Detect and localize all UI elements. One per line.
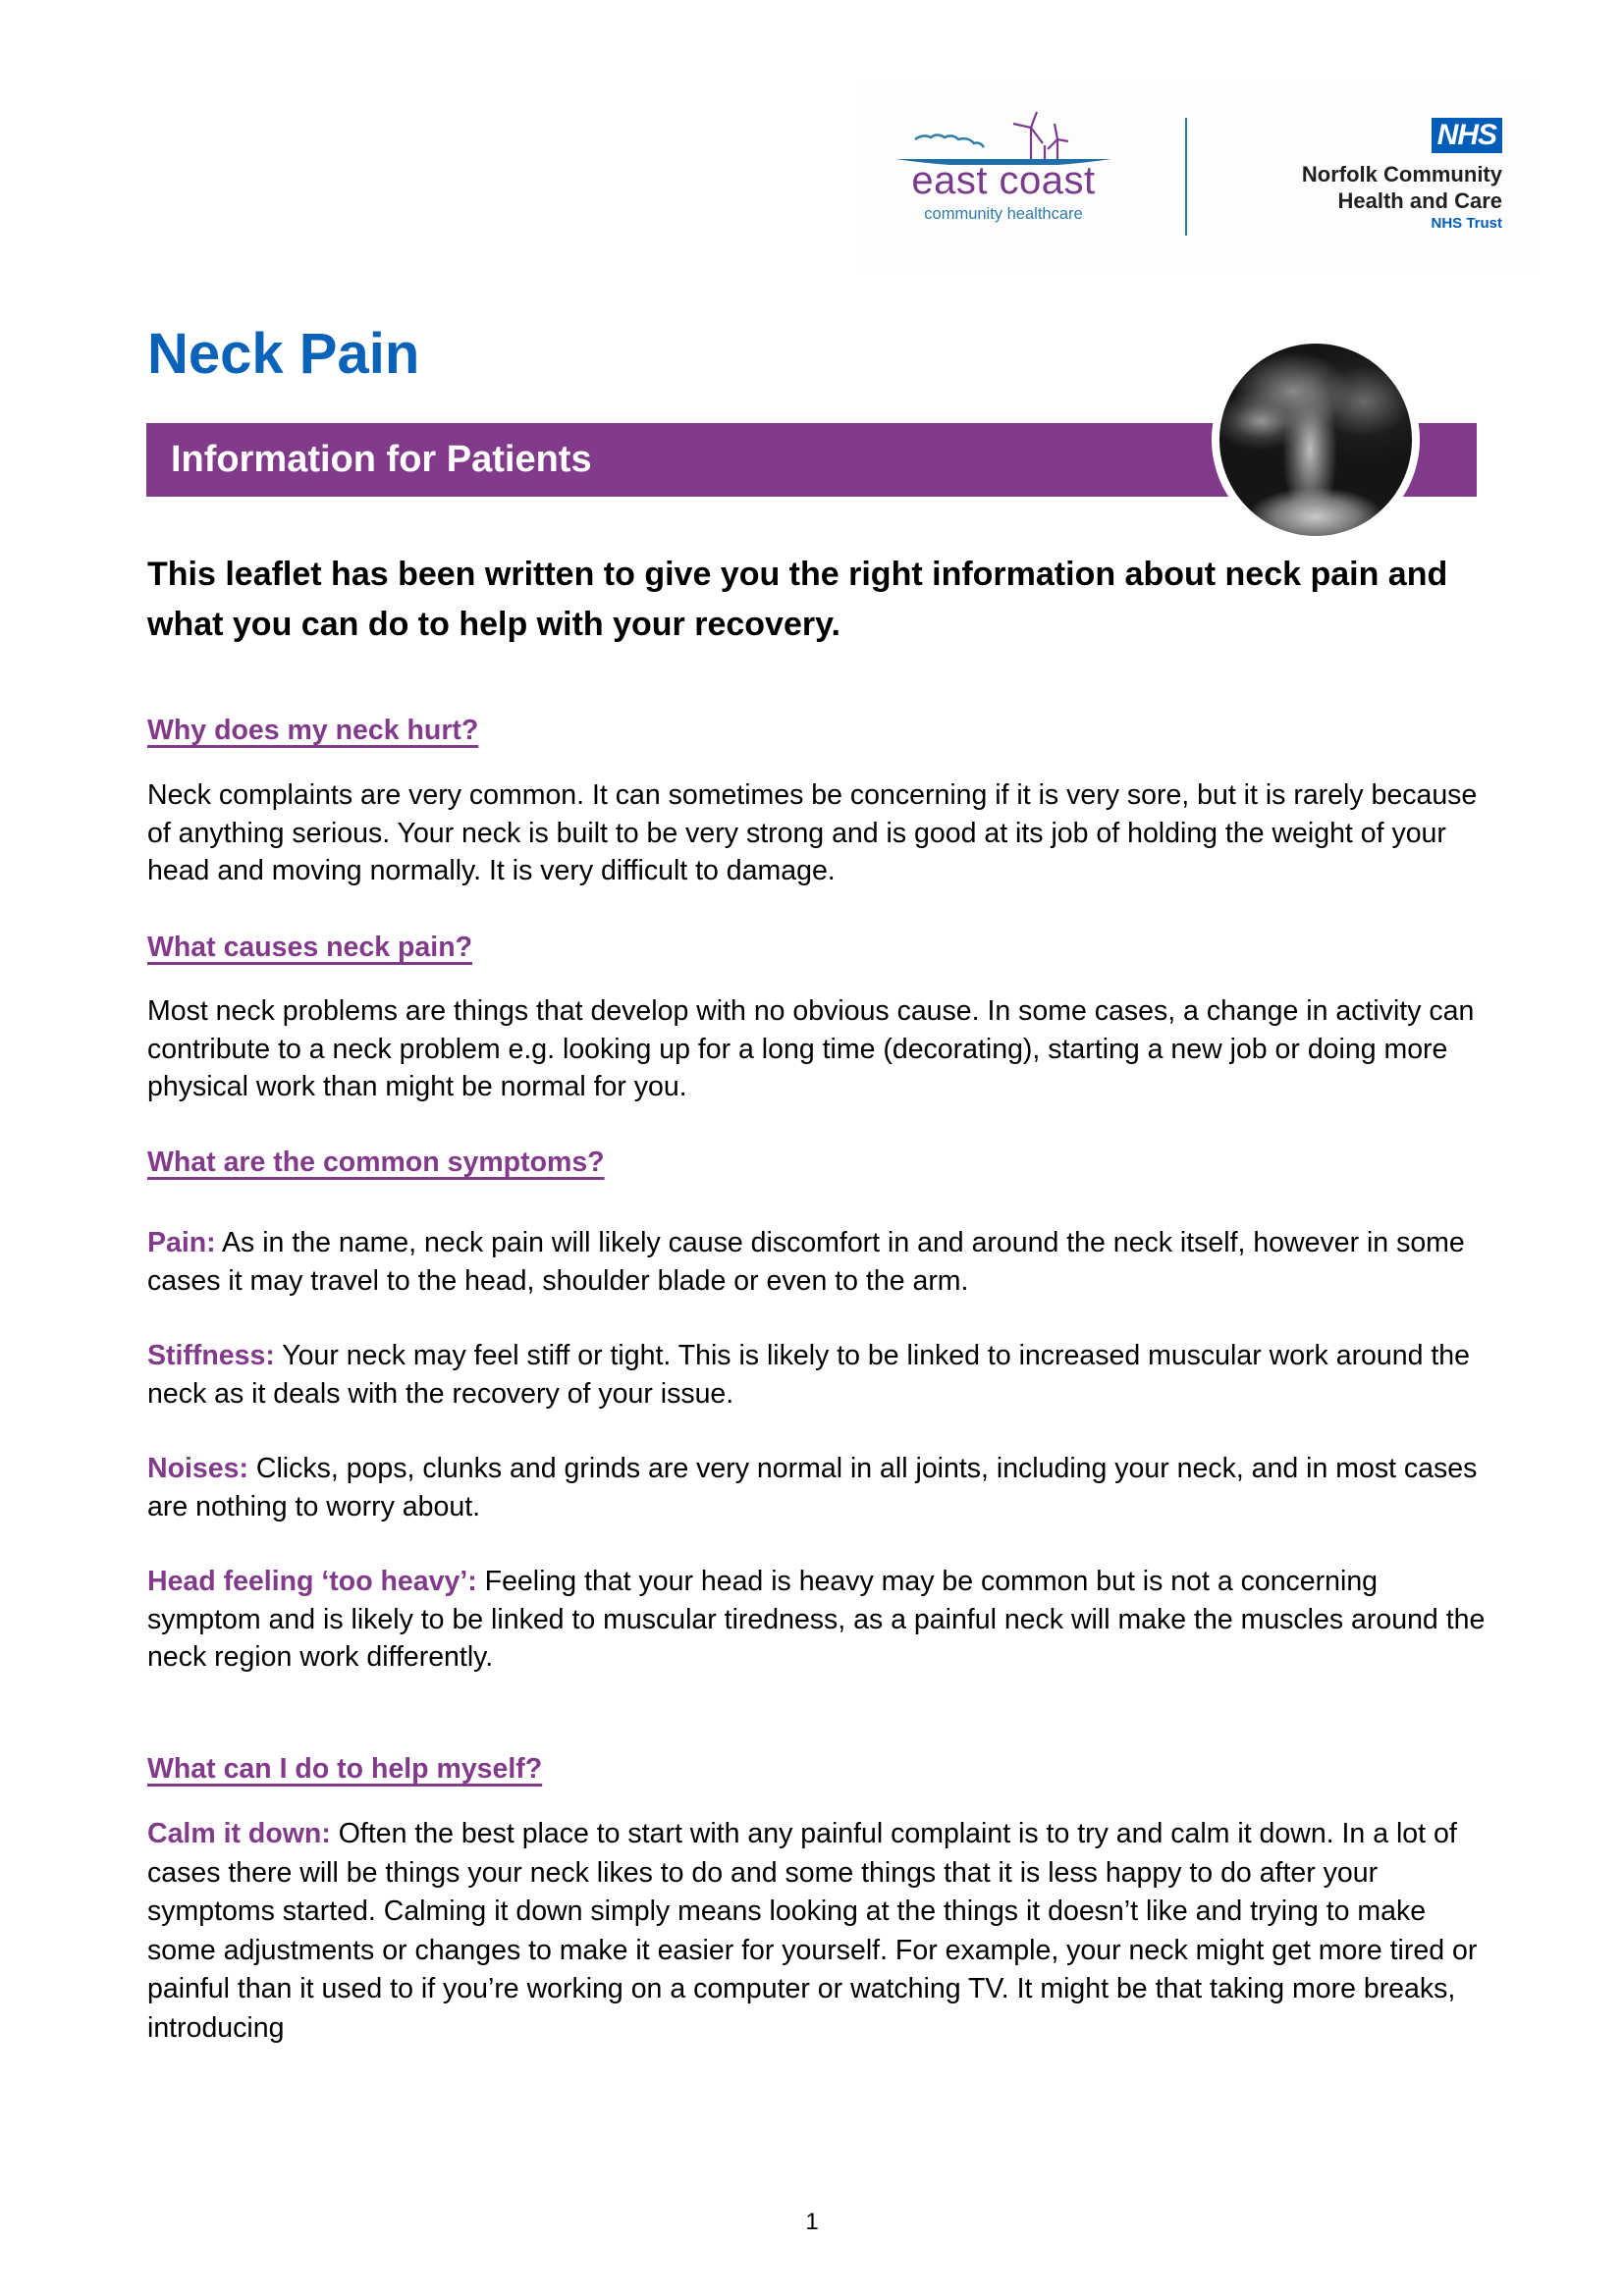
east-coast-logo: [895, 110, 1111, 238]
wind-turbine-sea-icon: [895, 110, 1111, 165]
logo-divider: [1185, 118, 1187, 236]
paragraph: Most neck problems are things that develop with no obvious cause. In some cases, a change in activity can contribute to a neck problem e.g. looking up for a long time (decorating), starting a new job or doing more physical work than might be normal for you.: [147, 995, 1475, 1102]
intro-text: This leaflet has been written to give you the right information about neck pain and what you can do to help with your recovery.: [147, 556, 1448, 643]
paragraph: Neck complaints are very common. It can sometimes be concerning if it is very sore, but it is rarely because of anything serious. Your neck is built to be very strong and is good at its job of holding the weight of your head and moving normally. It is very difficult to damage.: [147, 779, 1478, 886]
term-description: Your neck may feel stiff or tight. This is likely to be linked to increased muscular work around the neck as it deals with the recovery of your issue.: [147, 1340, 1470, 1410]
nhs-logo: [1208, 118, 1502, 234]
term-label: Head feeling ‘too heavy’:: [147, 1566, 477, 1597]
term-description: Feeling that your head is heavy may be common but is not a concerning symptom and is likely to be linked to muscular tiredness, as a painful neck will make the muscles around the neck region work differently.: [147, 1566, 1486, 1673]
page-number: 1: [805, 2209, 819, 2235]
east-coast-tagline: community healthcare: [924, 205, 1083, 223]
nhs-trust-label: NHS Trust: [1431, 215, 1502, 232]
heading-why-does-my-neck-hurt: Why does my neck hurt?: [147, 715, 479, 746]
heading-help-myself: What can I do to help myself?: [147, 1753, 543, 1785]
page-title: Neck Pain: [147, 322, 420, 386]
banner-label: Information for Patients: [171, 439, 592, 480]
heading-common-symptoms: What are the common symptoms?: [147, 1147, 605, 1178]
term-label: Stiffness:: [147, 1340, 275, 1371]
term-label: Calm it down:: [147, 1818, 331, 1849]
advice-calm-it-down: [147, 1815, 1492, 2048]
nhs-badge: NHS: [1432, 118, 1502, 153]
term-label: Noises:: [147, 1453, 248, 1484]
symptom-stiffness: [147, 1337, 1492, 1413]
symptom-noises: [147, 1450, 1492, 1525]
header-logos: [856, 80, 1540, 269]
symptom-head-too-heavy: [147, 1563, 1492, 1677]
neck-xray-image: [1219, 344, 1412, 536]
term-label: Pain:: [147, 1227, 216, 1258]
heading-what-causes-neck-pain: What causes neck pain?: [147, 932, 473, 963]
east-coast-name: east coast: [911, 159, 1096, 202]
term-description: Clicks, pops, clunks and grinds are very normal in all joints, including your neck, and in most cases are nothing to worry about.: [147, 1453, 1478, 1522]
nhs-organisation-line2: Health and Care: [1337, 188, 1502, 213]
term-description: Often the best place to start with any painful complaint is to try and calm it down. In a lot of cases there will be things your neck likes to do and some things that it is less happy to do after your symptoms started. Calming it down simply means looking at the things it doesn’t like and trying to make some adjustments or changes to make it easier for yourself. For example, your neck might get more tired or painful than it used to if you’re working on a computer or watching TV. It might be that taking more breaks, introducing: [147, 1818, 1478, 2044]
term-description: As in the name, neck pain will likely cause discomfort in and around the neck itself, however in some cases it may travel to the head, shoulder blade or even to the arm.: [147, 1227, 1465, 1297]
symptom-pain: [147, 1224, 1492, 1300]
nhs-organisation-line1: Norfolk Community: [1301, 162, 1502, 187]
